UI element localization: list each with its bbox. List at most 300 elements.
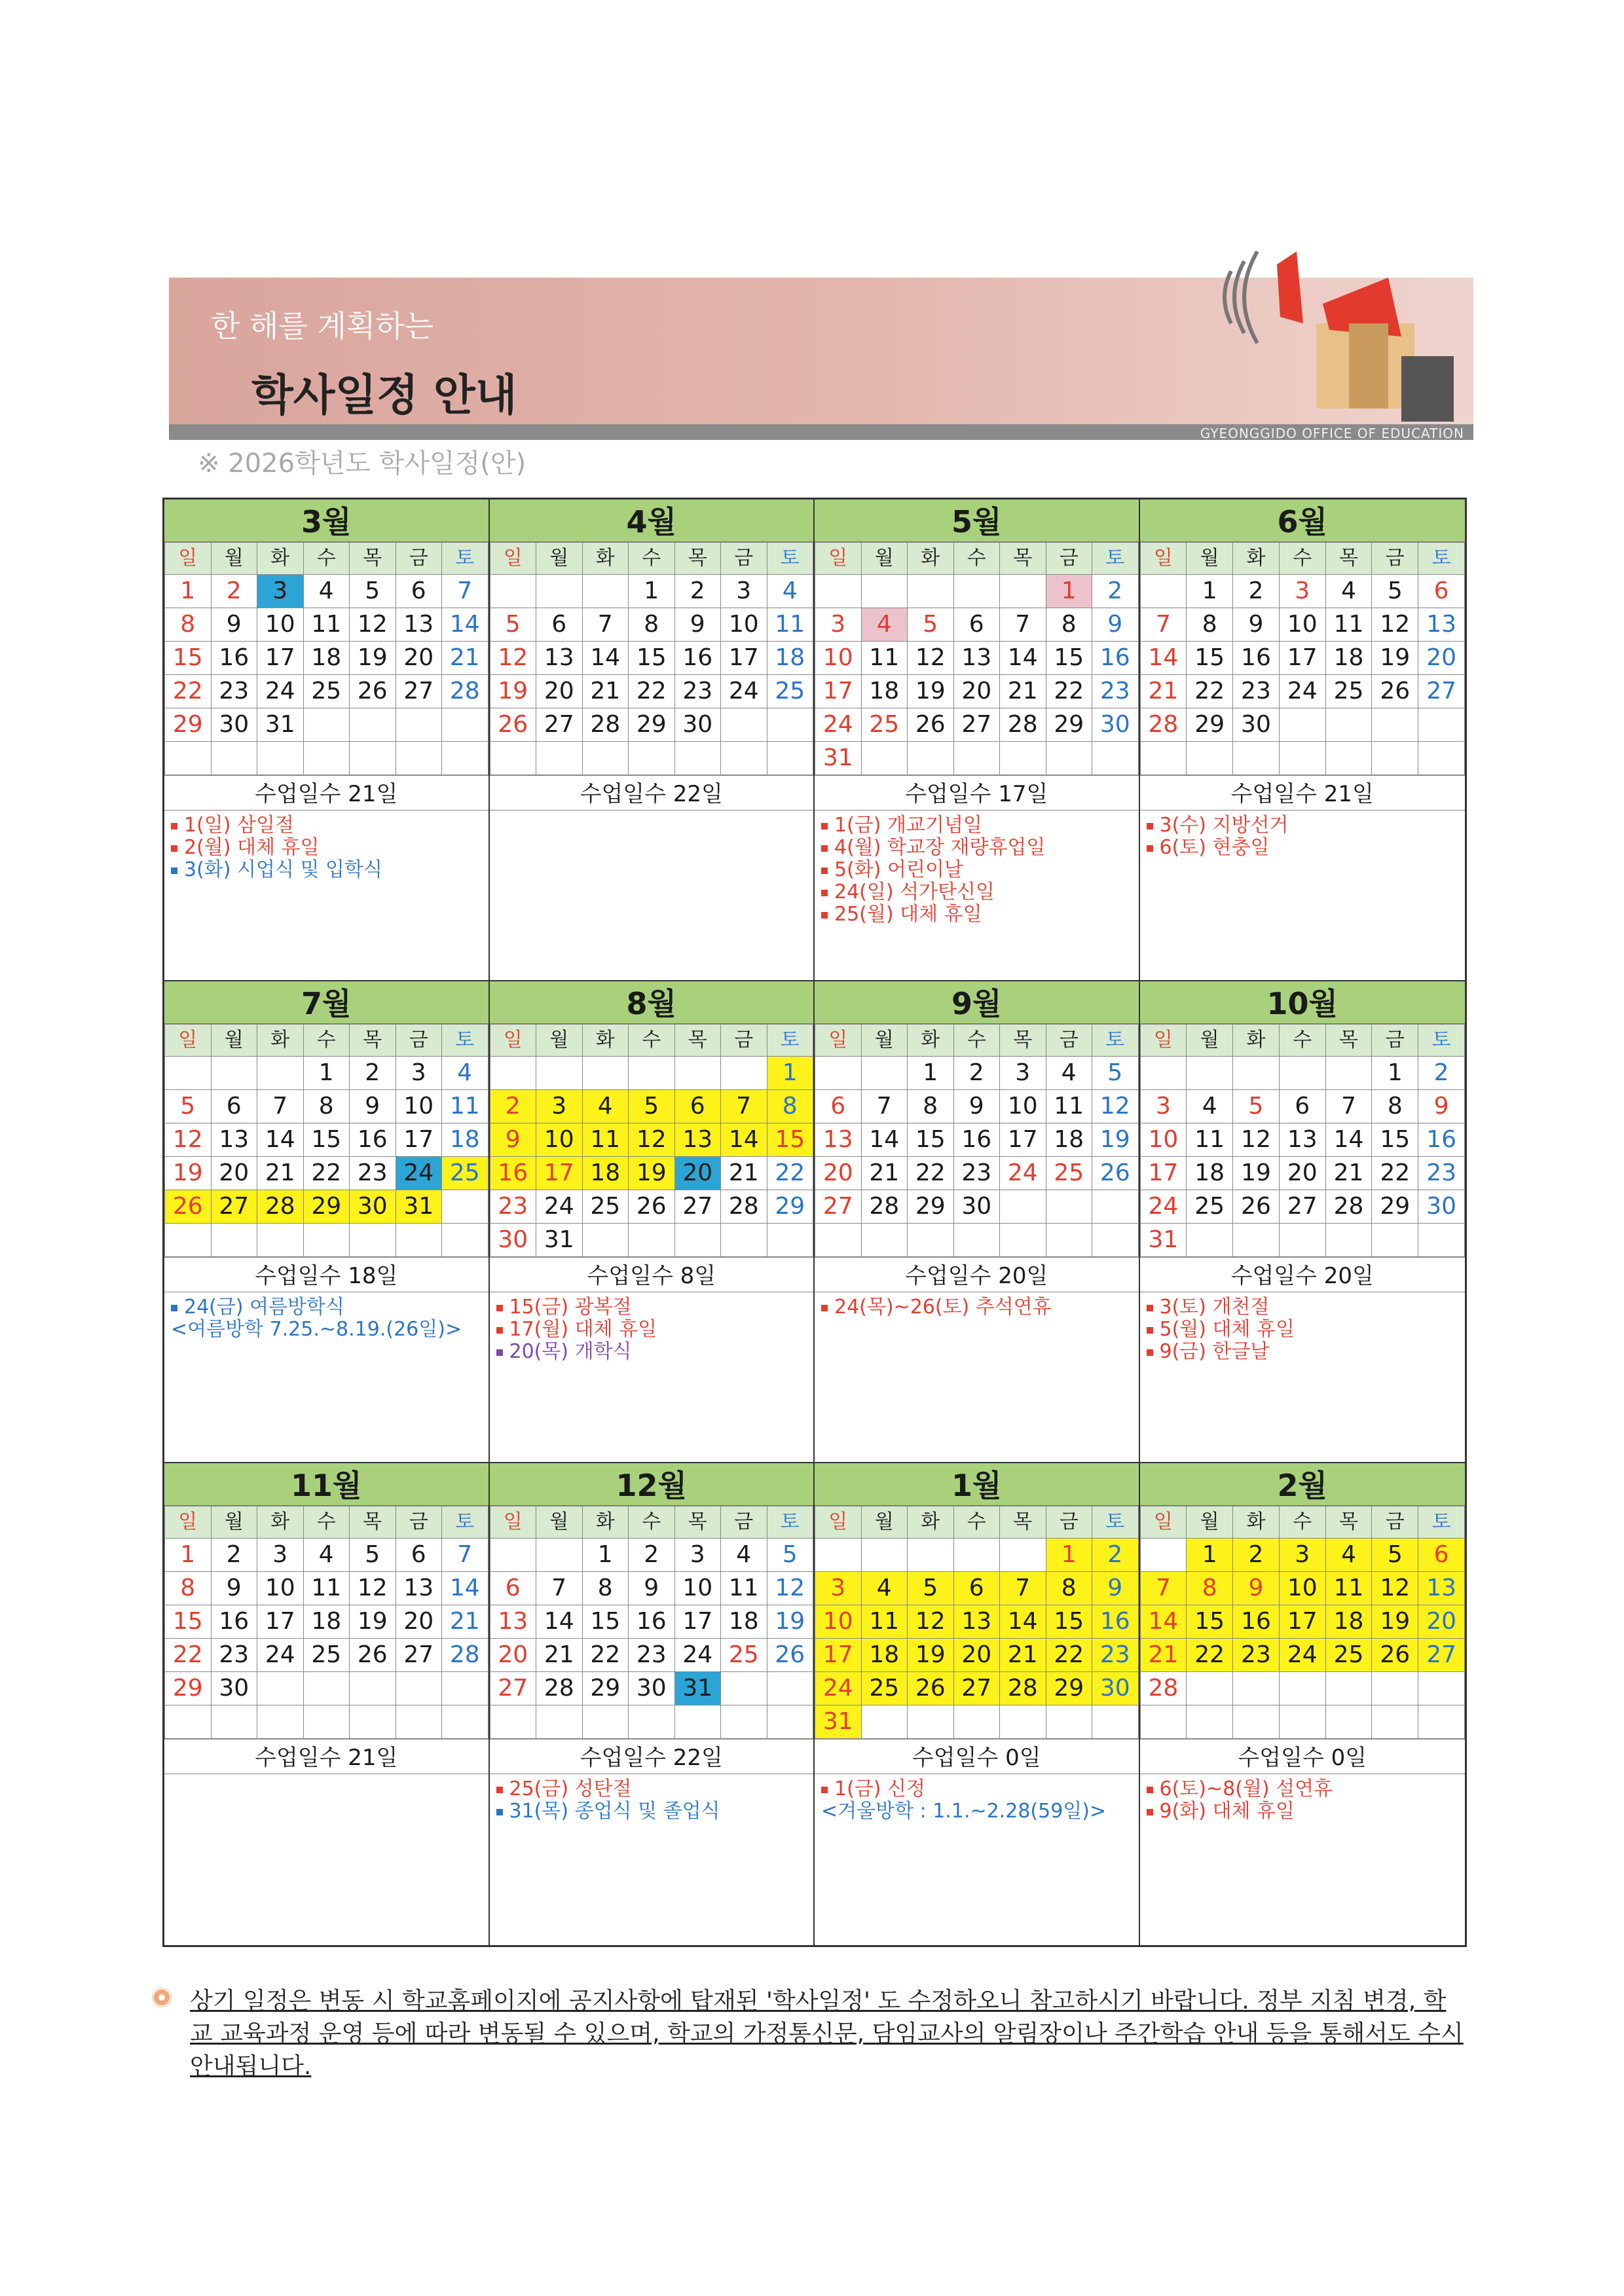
day-cell: 14 xyxy=(582,642,629,675)
event-note xyxy=(1147,814,1459,837)
weekday-header: 토 xyxy=(1092,543,1139,575)
day-cell xyxy=(721,1057,767,1090)
day-cell xyxy=(1233,1057,1280,1090)
day-cell: 5 xyxy=(908,608,954,642)
day-cell: 23 xyxy=(1092,1639,1139,1672)
day-cell: 20 xyxy=(674,1157,721,1190)
day-cell: 7 xyxy=(1000,608,1046,642)
day-cell xyxy=(303,708,350,742)
event-note-text: 3(화) 시업식 및 입학식 xyxy=(184,858,382,881)
event-note-text: 15(금) 광복절 xyxy=(509,1296,632,1319)
event-note xyxy=(171,837,482,859)
day-cell: 28 xyxy=(861,1190,908,1224)
week-row xyxy=(815,742,1139,775)
day-cell: 12 xyxy=(1233,1123,1280,1157)
day-cell: 22 xyxy=(1046,675,1092,708)
day-cell xyxy=(257,1705,304,1739)
month-notes xyxy=(164,1774,489,1782)
day-cell xyxy=(1000,1224,1046,1257)
day-cell: 27 xyxy=(1418,675,1465,708)
day-cell: 30 xyxy=(674,708,721,742)
month-notes xyxy=(815,1774,1139,1827)
week-row xyxy=(1140,1572,1465,1605)
day-cell: 21 xyxy=(1140,1639,1187,1672)
bullet-square-icon xyxy=(496,1809,503,1815)
month-grid xyxy=(490,1024,814,1257)
day-cell xyxy=(1140,575,1187,608)
day-cell: 1 xyxy=(165,1539,212,1572)
day-cell: 10 xyxy=(721,608,767,642)
day-cell xyxy=(536,1057,583,1090)
day-cell: 29 xyxy=(629,708,675,742)
day-cell xyxy=(442,1672,489,1705)
event-note xyxy=(1147,1296,1459,1319)
week-row xyxy=(815,1672,1139,1705)
day-cell: 12 xyxy=(1372,608,1418,642)
day-cell: 3 xyxy=(721,575,767,608)
day-cell: 4 xyxy=(303,575,350,608)
event-note-text: 6(토) 현충일 xyxy=(1159,836,1270,859)
day-cell: 6 xyxy=(953,608,1000,642)
month-title: 9월 xyxy=(815,981,1139,1024)
week-row xyxy=(165,608,489,642)
day-cell xyxy=(536,742,583,775)
bullet-square-icon xyxy=(821,845,828,852)
event-note xyxy=(496,1800,807,1823)
day-cell xyxy=(721,1705,767,1739)
event-note-text: <여름방학 7.25.~8.19.(26일)> xyxy=(171,1318,462,1341)
school-days-count: 수업일수 20일 xyxy=(815,1257,1139,1292)
day-cell: 2 xyxy=(1092,575,1139,608)
day-cell: 2 xyxy=(953,1057,1000,1090)
day-cell: 27 xyxy=(1279,1190,1325,1224)
event-note xyxy=(821,1800,1132,1823)
day-cell xyxy=(1279,1672,1325,1705)
bullet-square-icon xyxy=(821,1305,828,1311)
weekday-header: 화 xyxy=(1233,543,1280,575)
day-cell: 3 xyxy=(257,575,304,608)
day-cell: 12 xyxy=(165,1123,212,1157)
day-cell xyxy=(396,1705,442,1739)
day-cell: 4 xyxy=(442,1057,489,1090)
weekday-header: 월 xyxy=(1187,543,1233,575)
day-cell xyxy=(629,742,675,775)
weekday-header: 수 xyxy=(629,1025,675,1057)
day-cell: 9 xyxy=(953,1090,1000,1123)
day-cell: 16 xyxy=(350,1123,396,1157)
week-row xyxy=(490,742,813,775)
day-cell: 24 xyxy=(257,675,304,708)
day-cell: 12 xyxy=(1372,1572,1418,1605)
day-cell: 8 xyxy=(1187,608,1233,642)
day-cell: 1 xyxy=(1046,575,1092,608)
month-title: 1월 xyxy=(815,1463,1139,1506)
day-cell xyxy=(1046,1190,1092,1224)
day-cell: 14 xyxy=(1000,1605,1046,1639)
day-cell xyxy=(1418,1672,1465,1705)
week-row xyxy=(815,1123,1139,1157)
month-block xyxy=(490,981,815,1463)
school-days-count: 수업일수 21일 xyxy=(1140,775,1466,811)
day-cell: 20 xyxy=(953,1639,1000,1672)
day-cell: 8 xyxy=(582,1572,629,1605)
week-row xyxy=(165,1057,489,1090)
day-cell: 7 xyxy=(582,608,629,642)
day-cell: 24 xyxy=(257,1639,304,1672)
day-cell: 17 xyxy=(1279,642,1325,675)
day-cell: 13 xyxy=(815,1123,862,1157)
day-cell: 2 xyxy=(490,1090,536,1123)
day-cell: 17 xyxy=(396,1123,442,1157)
event-note xyxy=(821,859,1132,881)
month-notes xyxy=(164,811,489,885)
day-cell: 17 xyxy=(257,642,304,675)
day-cell xyxy=(721,1224,767,1257)
day-cell xyxy=(1000,575,1046,608)
day-cell: 21 xyxy=(442,642,489,675)
day-cell: 6 xyxy=(1418,1539,1465,1572)
bullet-square-icon xyxy=(1147,1327,1153,1334)
week-row xyxy=(1140,1672,1465,1705)
day-cell: 18 xyxy=(303,1605,350,1639)
day-cell: 5 xyxy=(629,1090,675,1123)
day-cell: 24 xyxy=(674,1639,721,1672)
day-cell: 11 xyxy=(582,1123,629,1157)
day-cell xyxy=(536,575,583,608)
day-cell: 27 xyxy=(396,675,442,708)
day-cell: 14 xyxy=(442,608,489,642)
day-cell xyxy=(908,1705,954,1739)
week-row xyxy=(815,1539,1139,1572)
day-cell xyxy=(1187,1224,1233,1257)
week-row xyxy=(490,708,813,742)
month-notes xyxy=(815,811,1139,930)
day-cell xyxy=(1418,742,1465,775)
day-cell xyxy=(908,742,954,775)
day-cell: 28 xyxy=(1325,1190,1372,1224)
day-cell: 30 xyxy=(211,708,257,742)
weekday-header: 수 xyxy=(953,543,1000,575)
day-cell: 14 xyxy=(861,1123,908,1157)
weekday-header: 토 xyxy=(1418,543,1465,575)
day-cell: 21 xyxy=(442,1605,489,1639)
day-cell: 20 xyxy=(815,1157,862,1190)
day-cell: 11 xyxy=(1187,1123,1233,1157)
month-grid xyxy=(164,542,489,775)
day-cell: 3 xyxy=(1140,1090,1187,1123)
school-days-count: 수업일수 17일 xyxy=(815,775,1139,811)
day-cell xyxy=(953,1539,1000,1572)
day-cell: 2 xyxy=(350,1057,396,1090)
week-row xyxy=(1140,1639,1465,1672)
week-row xyxy=(490,1224,813,1257)
day-cell xyxy=(582,1224,629,1257)
day-cell xyxy=(953,575,1000,608)
week-row xyxy=(815,1605,1139,1639)
day-cell: 7 xyxy=(1140,608,1187,642)
weekday-header: 월 xyxy=(861,1025,908,1057)
event-note-text: 9(금) 한글날 xyxy=(1159,1340,1270,1363)
event-note xyxy=(496,1778,807,1800)
day-cell: 18 xyxy=(582,1157,629,1190)
day-cell xyxy=(815,575,862,608)
week-row xyxy=(165,1639,489,1672)
day-cell xyxy=(165,1705,212,1739)
weekday-header: 수 xyxy=(303,543,350,575)
day-cell: 14 xyxy=(1325,1123,1372,1157)
day-cell: 28 xyxy=(257,1190,304,1224)
day-cell: 30 xyxy=(350,1190,396,1224)
day-cell xyxy=(629,1057,675,1090)
week-row xyxy=(490,1090,813,1123)
day-cell: 18 xyxy=(1187,1157,1233,1190)
day-cell: 26 xyxy=(1092,1157,1139,1190)
day-cell: 7 xyxy=(721,1090,767,1123)
week-row xyxy=(165,1572,489,1605)
day-cell xyxy=(1233,1705,1280,1739)
week-row xyxy=(1140,1090,1465,1123)
day-cell: 24 xyxy=(721,675,767,708)
weekday-header: 금 xyxy=(1372,543,1418,575)
day-cell: 15 xyxy=(1046,1605,1092,1639)
day-cell: 31 xyxy=(396,1190,442,1224)
day-cell xyxy=(908,1539,954,1572)
day-cell: 7 xyxy=(442,1539,489,1572)
weekday-header: 화 xyxy=(582,1025,629,1057)
weekday-header: 월 xyxy=(861,1506,908,1539)
bullet-square-icon xyxy=(171,845,177,852)
day-cell: 16 xyxy=(1233,642,1280,675)
day-cell: 31 xyxy=(815,1705,862,1739)
weekday-header: 수 xyxy=(1279,1506,1325,1539)
day-cell: 26 xyxy=(908,1672,954,1705)
month-block xyxy=(164,1463,490,1945)
month-title: 7월 xyxy=(164,981,489,1024)
week-row xyxy=(490,1190,813,1224)
day-cell xyxy=(629,1705,675,1739)
day-cell: 20 xyxy=(1418,1605,1465,1639)
day-cell: 9 xyxy=(674,608,721,642)
weekday-header: 수 xyxy=(629,1506,675,1539)
month-notes xyxy=(490,1292,814,1367)
day-cell: 11 xyxy=(721,1572,767,1605)
event-note xyxy=(1147,837,1459,859)
day-cell: 19 xyxy=(490,675,536,708)
header-kicker: 한 해를 계획하는 xyxy=(211,308,434,344)
day-cell xyxy=(861,575,908,608)
weekday-header: 토 xyxy=(767,1506,813,1539)
day-cell xyxy=(767,1705,813,1739)
day-cell: 14 xyxy=(1000,642,1046,675)
month-block xyxy=(1140,1463,1466,1945)
day-cell: 26 xyxy=(350,675,396,708)
week-row xyxy=(165,642,489,675)
school-days-count: 수업일수 21일 xyxy=(164,775,489,811)
day-cell: 8 xyxy=(1046,1572,1092,1605)
day-cell: 15 xyxy=(582,1605,629,1639)
event-note-text: 20(목) 개학식 xyxy=(509,1340,632,1363)
day-cell: 26 xyxy=(908,708,954,742)
day-cell: 9 xyxy=(211,608,257,642)
day-cell: 22 xyxy=(303,1157,350,1190)
event-note-text: 3(수) 지방선거 xyxy=(1159,814,1289,837)
week-row xyxy=(815,1705,1139,1739)
day-cell: 15 xyxy=(629,642,675,675)
weekday-header: 토 xyxy=(442,1025,489,1057)
event-note-text: 2(월) 대체 휴일 xyxy=(184,836,320,859)
day-cell xyxy=(861,1224,908,1257)
day-cell: 14 xyxy=(721,1123,767,1157)
event-note xyxy=(496,1341,807,1363)
bullet-square-icon xyxy=(496,1327,503,1334)
bullet-square-icon xyxy=(821,912,828,919)
day-cell: 1 xyxy=(165,575,212,608)
day-cell xyxy=(350,742,396,775)
day-cell: 9 xyxy=(211,1572,257,1605)
week-row xyxy=(1140,708,1465,742)
bullet-square-icon xyxy=(496,1349,503,1356)
day-cell: 2 xyxy=(674,575,721,608)
month-title: 10월 xyxy=(1140,981,1466,1024)
day-cell: 8 xyxy=(165,1572,212,1605)
day-cell: 19 xyxy=(1092,1123,1139,1157)
day-cell xyxy=(1279,1705,1325,1739)
week-row xyxy=(490,675,813,708)
day-cell: 1 xyxy=(767,1057,813,1090)
day-cell: 12 xyxy=(767,1572,813,1605)
day-cell: 16 xyxy=(211,1605,257,1639)
month-block xyxy=(815,500,1140,981)
day-cell xyxy=(674,1705,721,1739)
bullet-square-icon xyxy=(1147,1305,1153,1311)
weekday-header: 화 xyxy=(257,1025,304,1057)
day-cell: 10 xyxy=(536,1123,583,1157)
week-row xyxy=(815,575,1139,608)
week-row xyxy=(815,1572,1139,1605)
day-cell: 9 xyxy=(490,1123,536,1157)
event-note xyxy=(1147,1778,1459,1800)
day-cell: 7 xyxy=(1140,1572,1187,1605)
week-row xyxy=(490,1157,813,1190)
day-cell: 31 xyxy=(674,1672,721,1705)
day-cell: 5 xyxy=(350,575,396,608)
day-cell: 13 xyxy=(1418,1572,1465,1605)
day-cell xyxy=(767,1224,813,1257)
day-cell: 17 xyxy=(257,1605,304,1639)
weekday-header: 목 xyxy=(1000,543,1046,575)
day-cell xyxy=(721,742,767,775)
day-cell: 27 xyxy=(674,1190,721,1224)
weekday-header: 월 xyxy=(211,1506,257,1539)
day-cell: 25 xyxy=(442,1157,489,1190)
day-cell: 6 xyxy=(815,1090,862,1123)
month-grid xyxy=(164,1024,489,1257)
weekday-header: 일 xyxy=(1140,1025,1187,1057)
month-notes xyxy=(815,1292,1139,1322)
month-block xyxy=(164,981,490,1463)
event-note xyxy=(496,1319,807,1341)
day-cell xyxy=(1279,708,1325,742)
day-cell: 23 xyxy=(490,1190,536,1224)
day-cell xyxy=(1372,1224,1418,1257)
day-cell xyxy=(350,1705,396,1739)
day-cell: 8 xyxy=(767,1090,813,1123)
footer-notice xyxy=(172,1985,1468,2083)
weekday-header: 목 xyxy=(1325,1506,1372,1539)
day-cell: 6 xyxy=(1279,1090,1325,1123)
day-cell xyxy=(350,1672,396,1705)
day-cell xyxy=(582,742,629,775)
month-grid xyxy=(164,1506,489,1739)
weekday-header: 금 xyxy=(1046,1506,1092,1539)
day-cell xyxy=(1279,1224,1325,1257)
day-cell xyxy=(1140,1057,1187,1090)
day-cell: 8 xyxy=(303,1090,350,1123)
day-cell: 12 xyxy=(350,1572,396,1605)
school-days-count: 수업일수 22일 xyxy=(490,775,814,811)
day-cell: 20 xyxy=(490,1639,536,1672)
event-note-text: 1(금) 개교기념일 xyxy=(834,814,982,837)
month-grid xyxy=(815,1506,1139,1739)
day-cell: 21 xyxy=(1140,675,1187,708)
event-note-text: 17(월) 대체 휴일 xyxy=(509,1318,657,1341)
weekday-header: 목 xyxy=(350,1506,396,1539)
day-cell: 25 xyxy=(1325,675,1372,708)
day-cell: 28 xyxy=(1000,1672,1046,1705)
weekday-header: 수 xyxy=(629,543,675,575)
day-cell: 30 xyxy=(490,1224,536,1257)
day-cell: 22 xyxy=(1187,1639,1233,1672)
day-cell: 31 xyxy=(1140,1224,1187,1257)
event-note-text: 1(금) 신정 xyxy=(834,1777,925,1800)
day-cell xyxy=(1092,742,1139,775)
day-cell: 11 xyxy=(1325,608,1372,642)
day-cell: 28 xyxy=(442,1639,489,1672)
day-cell: 15 xyxy=(1046,642,1092,675)
day-cell: 27 xyxy=(396,1639,442,1672)
day-cell: 13 xyxy=(211,1123,257,1157)
day-cell: 11 xyxy=(303,1572,350,1605)
day-cell xyxy=(1372,708,1418,742)
weekday-header: 목 xyxy=(1325,543,1372,575)
week-row xyxy=(165,742,489,775)
day-cell xyxy=(1325,1057,1372,1090)
day-cell: 14 xyxy=(257,1123,304,1157)
day-cell: 5 xyxy=(1092,1057,1139,1090)
weekday-header: 일 xyxy=(490,1025,536,1057)
day-cell: 3 xyxy=(536,1090,583,1123)
weekday-header: 목 xyxy=(674,1025,721,1057)
day-cell: 25 xyxy=(721,1639,767,1672)
day-cell xyxy=(1046,1224,1092,1257)
day-cell xyxy=(442,1224,489,1257)
day-cell: 18 xyxy=(1325,642,1372,675)
day-cell xyxy=(350,1224,396,1257)
day-cell: 18 xyxy=(442,1123,489,1157)
day-cell: 25 xyxy=(861,1672,908,1705)
weekday-header: 토 xyxy=(442,1506,489,1539)
day-cell xyxy=(1140,1705,1187,1739)
day-cell: 3 xyxy=(1000,1057,1046,1090)
day-cell xyxy=(442,1705,489,1739)
day-cell xyxy=(908,1224,954,1257)
day-cell: 4 xyxy=(582,1090,629,1123)
day-cell: 9 xyxy=(1092,1572,1139,1605)
day-cell: 11 xyxy=(1046,1090,1092,1123)
day-cell: 29 xyxy=(1046,1672,1092,1705)
day-cell xyxy=(396,708,442,742)
day-cell: 28 xyxy=(1140,1672,1187,1705)
